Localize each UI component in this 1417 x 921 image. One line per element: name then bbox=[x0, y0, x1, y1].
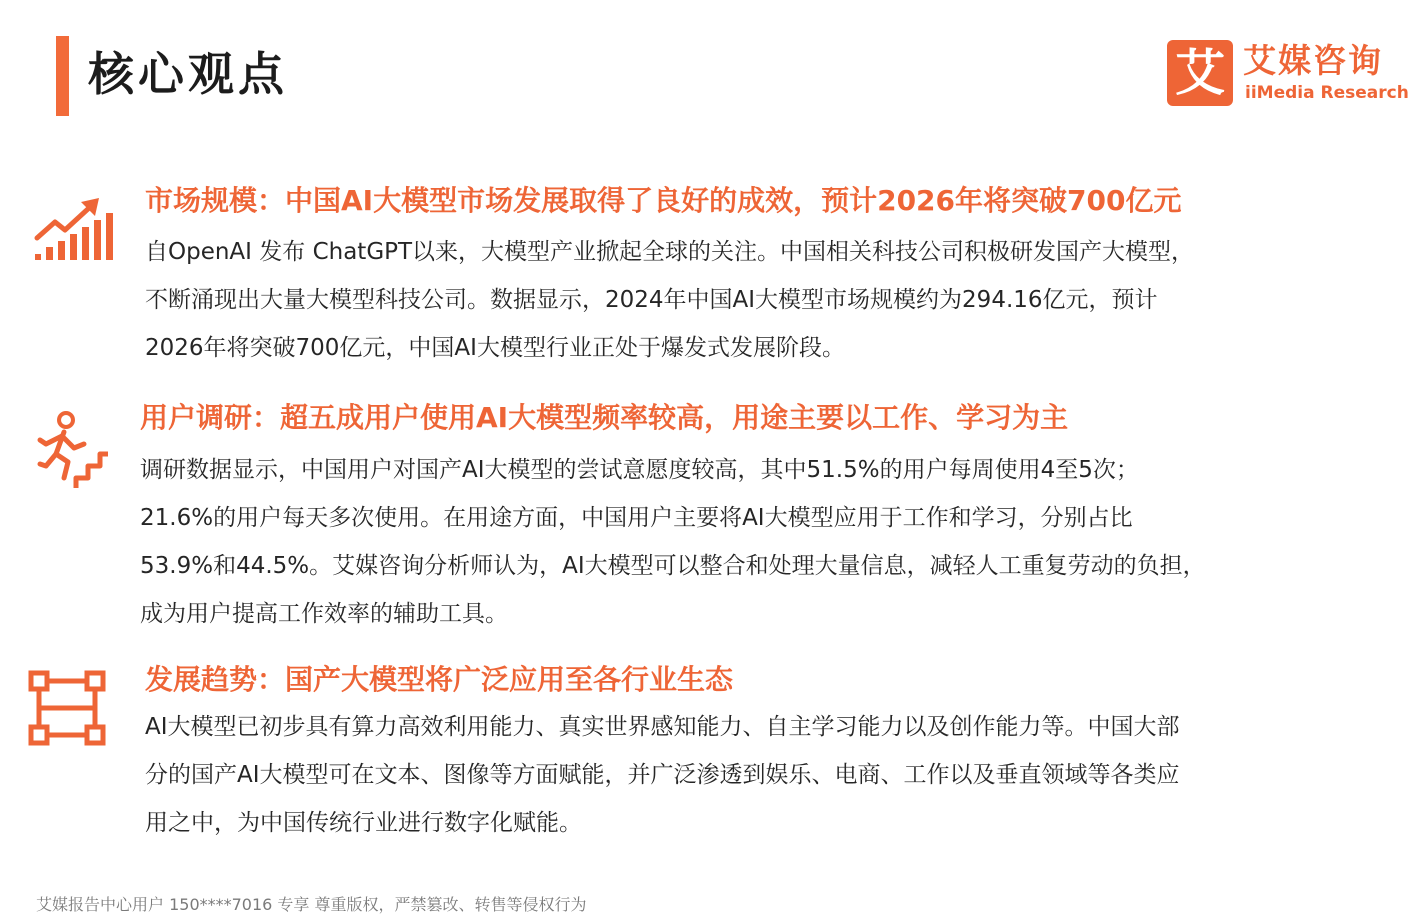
section-body bbox=[145, 228, 1194, 372]
section-body bbox=[140, 446, 1206, 638]
section-heading: 用户调研：超五成用户使用AI大模型频率较高，用途主要以工作、学习为主 bbox=[140, 401, 1069, 434]
body-line: 调研数据显示，中国用户对国产AI大模型的尝试意愿度较高，其中51.5%的用户每周使用4至5次； bbox=[140, 457, 1139, 483]
body-line: 21.6%的用户每天多次使用。在用途方面，中国用户主要将AI大模型应用于工作和学习，分别占比 bbox=[140, 505, 1133, 531]
body-line: 用之中，为中国传统行业进行数字化赋能。 bbox=[145, 810, 582, 836]
brand-logo bbox=[1167, 40, 1409, 108]
body-line: 53.9%和44.5%。艾媒咨询分析师认为，AI大模型可以整合和处理大量信息，减轻人工重复劳动的负担， bbox=[140, 553, 1206, 579]
logo-name-en: iiMedia Research bbox=[1245, 83, 1409, 103]
logo-mark: 艾 bbox=[1167, 40, 1233, 106]
title-accent-bar bbox=[56, 36, 69, 116]
body-line: 分的国产AI大模型可在文本、图像等方面赋能，并广泛渗透到娱乐、电商、工作以及垂直领域等各类应 bbox=[145, 762, 1180, 788]
body-line: AI大模型已初步具有算力高效利用能力、真实世界感知能力、自主学习能力以及创作能力等。中国大部 bbox=[145, 714, 1180, 740]
body-line: 不断涌现出大量大模型科技公司。数据显示，2024年中国AI大模型市场规模约为294.16亿元，预计 bbox=[145, 287, 1158, 313]
network-nodes-icon bbox=[28, 670, 106, 750]
page-title: 核心观点 bbox=[88, 47, 288, 101]
section-body bbox=[145, 703, 1180, 847]
logo-name-cn: 艾媒咨询 bbox=[1243, 41, 1383, 80]
body-line: 2026年将突破700亿元，中国AI大模型行业正处于爆发式发展阶段。 bbox=[145, 335, 845, 361]
copyright-footer: 艾媒报告中心用户 150****7016 专享 尊重版权，严禁篡改、转售等侵权行为 bbox=[36, 895, 587, 914]
body-line: 自OpenAI 发布 ChatGPT以来，大模型产业掀起全球的关注。中国相关科技公司积极研发国产大模型， bbox=[145, 239, 1195, 265]
section-heading: 发展趋势：国产大模型将广泛应用至各行业生态 bbox=[145, 663, 734, 696]
climbing-stairs-icon bbox=[36, 410, 108, 496]
growth-chart-icon bbox=[33, 192, 117, 266]
section-heading: 市场规模：中国AI大模型市场发展取得了良好的成效，预计2026年将突破700亿元 bbox=[145, 184, 1182, 217]
body-line: 成为用户提高工作效率的辅助工具。 bbox=[140, 601, 508, 627]
